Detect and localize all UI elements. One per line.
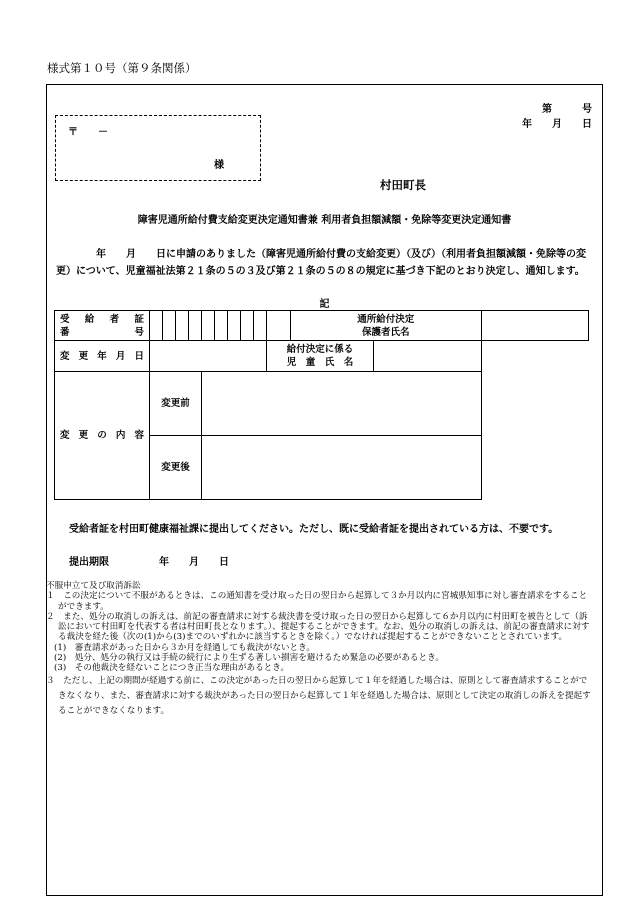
table-row [55, 311, 589, 341]
change-date-value [150, 341, 267, 372]
child-name-label: 給付決定に係る 児 童 氏 名 [267, 341, 374, 372]
table-row [55, 341, 589, 372]
appeal-subitem: (1) 審査請求があった日から３か月を経過しても裁決がないとき。 [54, 642, 315, 653]
form-number: 様式第１０号（第９条関係） [47, 61, 197, 75]
change-date-label: 変 更 年 月 日 [55, 341, 150, 372]
document-number [522, 102, 592, 132]
recipient-number-digit-cell [163, 311, 176, 341]
guardian-name-label: 通所給付決定 保護者氏名 [291, 311, 482, 341]
addressee-honorific: 様 [214, 160, 224, 171]
appeal-item: ２ また、処分の取消しの訴えは、前記の審査請求に対する裁決書を受け取った日の翌日から起算して６か月以内に村田町を被告として（訴訟において村田町を代表する者は村田町長となります。）、提起することができます。なお、処分の取消しの訴えは、前記の審査請求に対する裁決を経た後（次の(1)から(3)までのいずれかに該当するときを除く。）でなければ提起することができないこととされています。 [46, 611, 590, 643]
recipient-number-digit-cell [215, 311, 228, 341]
document-title: 障害児通所給付費支給変更決定通知書兼 利用者負担額減額・免除等変更決定通知書 [137, 215, 512, 226]
recipient-number-digit-cell [241, 311, 254, 341]
child-name-value [374, 341, 482, 372]
appeal-item: ３ ただし、上記の期間が経過する前に、この決定があった日の翌日から起算して１年を経過した場合は、原則として審査請求することができなくなり、また、審査請求に対する裁決があった日の翌日から起算して１年を経過した場合は、原則として決定の取消しの訴えを提起することができなくなります。 [46, 675, 591, 716]
appeal-section [46, 581, 594, 719]
body-text: 年 月 日に申請のありました（障害児通所給付費の支給変更）（及び）（利用者負担額減額・免除等の変更）について、児童福祉法第２１条の５の３及び第２１条の５の８の規定に基づき下記のとおり決定し、通知します。 [56, 249, 586, 277]
ki-heading: 記 [319, 299, 330, 310]
postal-code: 〒 － [68, 127, 108, 138]
appeal-subitem: (2) 処分、処分の執行又は手続の続行により生ずる著しい損害を避けるため緊急の必要があるとき。 [54, 653, 444, 664]
guardian-name-value [481, 311, 589, 341]
document-number-line: 第 号 [542, 104, 592, 115]
recipient-number-digit-cell [150, 311, 163, 341]
after-label: 変更後 [150, 436, 202, 500]
table-row [55, 372, 589, 436]
recipient-number-digit-cell [176, 311, 189, 341]
address-box [55, 115, 261, 181]
change-content-label: 変 更 の 内 容 [55, 372, 150, 500]
sender-name: 村田町長 [380, 178, 426, 192]
submission-deadline: 提出期限 年 月 日 [69, 557, 229, 568]
recipient-number-digit-cell [267, 311, 291, 341]
appeal-item: １ この決定について不服があるときは、この通知書を受け取った日の翌日から起算して３か月以内に宮城県知事に対し審査請求をすることができます。 [46, 591, 588, 612]
before-value [202, 372, 482, 436]
before-label: 変更前 [150, 372, 202, 436]
notice-form [46, 84, 603, 896]
document-date-line: 年 月 日 [522, 119, 592, 130]
recipient-number-digit-cell [254, 311, 267, 341]
after-value [202, 436, 482, 500]
appeal-subitem: (3) その他裁決を経ないことにつき正当な理由があるとき。 [54, 663, 290, 674]
recipient-number-label: 受 給 者 証 番 号 [55, 311, 150, 341]
record-table [54, 310, 589, 500]
recipient-number-digit-cell [228, 311, 241, 341]
recipient-number-digit-cell [189, 311, 202, 341]
submission-notice: 受給者証を村田町健康福祉課に提出してください。ただし、既に受給者証を提出されている方は、不要です。 [69, 524, 559, 535]
recipient-number-digit-cell [202, 311, 215, 341]
appeal-heading: 不服申立て及び取消訴訟 [46, 581, 141, 591]
